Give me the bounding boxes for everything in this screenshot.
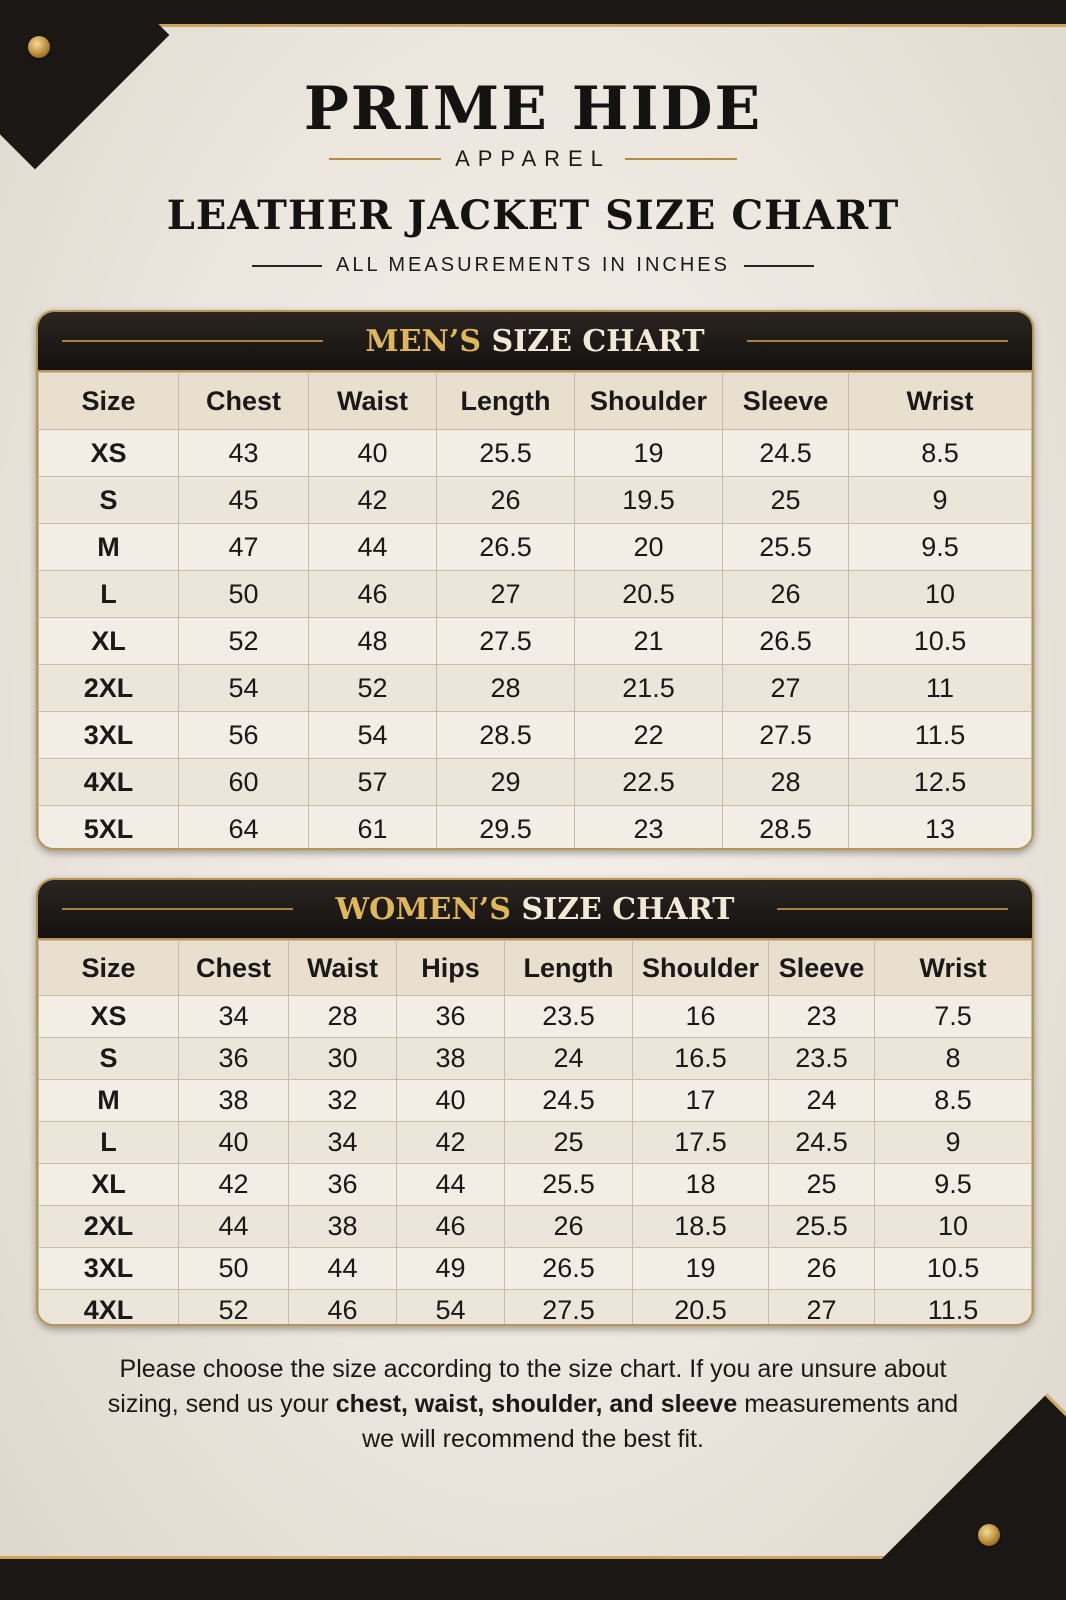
- measurement-cell: 50: [179, 571, 309, 618]
- mens-title-rest: SIZE CHART: [491, 323, 705, 359]
- column-header: Wrist: [875, 941, 1032, 996]
- table-row: [39, 759, 1032, 806]
- measurement-cell: 40: [397, 1080, 505, 1122]
- brand-tagline-row: [0, 146, 1066, 172]
- measurement-cell: 27: [769, 1290, 875, 1327]
- note-text-2: measurements and we will recommend the best fit.: [362, 1390, 959, 1453]
- rivet-icon: [28, 36, 50, 58]
- measurement-cell: 23: [769, 996, 875, 1038]
- measurement-cell: 17.5: [633, 1122, 769, 1164]
- mens-size-table: [38, 372, 1032, 850]
- measurement-cell: 54: [397, 1290, 505, 1327]
- subtitle-row: [0, 254, 1066, 277]
- column-header: Size: [39, 941, 179, 996]
- page-subtitle: ALL MEASUREMENTS IN INCHES: [336, 254, 730, 276]
- measurement-cell: 26.5: [437, 524, 575, 571]
- measurement-cell: 24.5: [723, 430, 849, 477]
- measurement-cell: 49: [397, 1248, 505, 1290]
- size-cell: XS: [39, 430, 179, 477]
- size-cell: L: [39, 1122, 179, 1164]
- measurement-cell: 42: [309, 477, 437, 524]
- measurement-cell: 64: [179, 806, 309, 851]
- measurement-cell: 16: [633, 996, 769, 1038]
- measurement-cell: 25.5: [723, 524, 849, 571]
- column-header: Sleeve: [769, 941, 875, 996]
- measurement-cell: 34: [289, 1122, 397, 1164]
- measurement-cell: 28.5: [723, 806, 849, 851]
- size-cell: XS: [39, 996, 179, 1038]
- size-cell: 3XL: [39, 712, 179, 759]
- measurement-cell: 32: [289, 1080, 397, 1122]
- measurement-cell: 40: [179, 1122, 289, 1164]
- table-header-row: [39, 373, 1032, 430]
- divider-line: [62, 908, 293, 910]
- measurement-cell: 11.5: [849, 712, 1032, 759]
- measurement-cell: 17: [633, 1080, 769, 1122]
- measurement-cell: 8.5: [875, 1080, 1032, 1122]
- measurement-cell: 34: [179, 996, 289, 1038]
- measurement-cell: 25: [769, 1164, 875, 1206]
- measurement-cell: 9: [849, 477, 1032, 524]
- divider-line: [744, 265, 814, 267]
- column-header: Hips: [397, 941, 505, 996]
- size-cell: 2XL: [39, 665, 179, 712]
- column-header: Chest: [179, 373, 309, 430]
- size-cell: 4XL: [39, 1290, 179, 1327]
- measurement-cell: 7.5: [875, 996, 1032, 1038]
- measurement-cell: 10: [849, 571, 1032, 618]
- measurement-cell: 8: [875, 1038, 1032, 1080]
- measurement-cell: 44: [289, 1248, 397, 1290]
- rivet-icon: [978, 1524, 1000, 1546]
- measurement-cell: 61: [309, 806, 437, 851]
- measurement-cell: 26.5: [723, 618, 849, 665]
- table-row: [39, 1164, 1032, 1206]
- table-row: [39, 1080, 1032, 1122]
- page-title: LEATHER JACKET SIZE CHART: [166, 192, 900, 239]
- measurement-cell: 24: [769, 1080, 875, 1122]
- measurement-cell: 18.5: [633, 1206, 769, 1248]
- womens-title-accent: WOMEN’S: [335, 891, 511, 927]
- size-cell: 5XL: [39, 806, 179, 851]
- measurement-cell: 27.5: [505, 1290, 633, 1327]
- measurement-cell: 36: [179, 1038, 289, 1080]
- measurement-cell: 20: [575, 524, 723, 571]
- size-cell: XL: [39, 618, 179, 665]
- table-row: [39, 1038, 1032, 1080]
- measurement-cell: 8.5: [849, 430, 1032, 477]
- measurement-cell: 38: [179, 1080, 289, 1122]
- measurement-cell: 21: [575, 618, 723, 665]
- measurement-cell: 56: [179, 712, 309, 759]
- measurement-cell: 22.5: [575, 759, 723, 806]
- measurement-cell: 20.5: [633, 1290, 769, 1327]
- size-cell: S: [39, 1038, 179, 1080]
- measurement-cell: 54: [309, 712, 437, 759]
- measurement-cell: 13: [849, 806, 1032, 851]
- measurement-cell: 38: [289, 1206, 397, 1248]
- table-header-row: [39, 941, 1032, 996]
- table-body: [39, 996, 1032, 1327]
- size-cell: L: [39, 571, 179, 618]
- measurement-cell: 25.5: [505, 1164, 633, 1206]
- table-row: [39, 430, 1032, 477]
- column-header: Sleeve: [723, 373, 849, 430]
- measurement-cell: 23: [575, 806, 723, 851]
- size-cell: M: [39, 524, 179, 571]
- measurement-cell: 28: [437, 665, 575, 712]
- note-text-1: Please choose the size according to the size chart. If you are unsure about sizing, send us your: [107, 1355, 947, 1418]
- brand-name: PRIME HIDE: [303, 74, 763, 144]
- measurement-cell: 20.5: [575, 571, 723, 618]
- note-bold-measurements: chest, waist, shoulder, and sleeve: [335, 1390, 738, 1418]
- measurement-cell: 54: [179, 665, 309, 712]
- divider-line: [777, 908, 1008, 910]
- table-row: [39, 1206, 1032, 1248]
- mens-size-chart-panel: [36, 310, 1034, 850]
- measurement-cell: 22: [575, 712, 723, 759]
- measurement-cell: 10.5: [849, 618, 1032, 665]
- size-cell: 2XL: [39, 1206, 179, 1248]
- table-row: [39, 524, 1032, 571]
- measurement-cell: 25: [505, 1122, 633, 1164]
- size-cell: S: [39, 477, 179, 524]
- measurement-cell: 30: [289, 1038, 397, 1080]
- measurement-cell: 19: [633, 1248, 769, 1290]
- womens-panel-header: [38, 880, 1032, 940]
- measurement-cell: 45: [179, 477, 309, 524]
- size-cell: 3XL: [39, 1248, 179, 1290]
- measurement-cell: 36: [289, 1164, 397, 1206]
- divider-line: [329, 158, 441, 160]
- measurement-cell: 11: [849, 665, 1032, 712]
- size-cell: 4XL: [39, 759, 179, 806]
- measurement-cell: 46: [397, 1206, 505, 1248]
- measurement-cell: 38: [397, 1038, 505, 1080]
- measurement-cell: 26.5: [505, 1248, 633, 1290]
- measurement-cell: 57: [309, 759, 437, 806]
- measurement-cell: 10: [875, 1206, 1032, 1248]
- divider-line: [252, 265, 322, 267]
- measurement-cell: 52: [309, 665, 437, 712]
- mens-chart-title: [365, 324, 704, 359]
- table-row: [39, 806, 1032, 851]
- column-header: Waist: [309, 373, 437, 430]
- measurement-cell: 47: [179, 524, 309, 571]
- divider-line: [625, 158, 737, 160]
- measurement-cell: 52: [179, 618, 309, 665]
- measurement-cell: 26: [437, 477, 575, 524]
- measurement-cell: 24: [505, 1038, 633, 1080]
- measurement-cell: 23.5: [505, 996, 633, 1038]
- table-row: [39, 665, 1032, 712]
- table-row: [39, 571, 1032, 618]
- brand-tagline: APPAREL: [455, 146, 611, 171]
- measurement-cell: 50: [179, 1248, 289, 1290]
- measurement-cell: 46: [309, 571, 437, 618]
- measurement-cell: 36: [397, 996, 505, 1038]
- sizing-note: [90, 1352, 976, 1457]
- measurement-cell: 28.5: [437, 712, 575, 759]
- measurement-cell: 29.5: [437, 806, 575, 851]
- measurement-cell: 60: [179, 759, 309, 806]
- measurement-cell: 9: [875, 1122, 1032, 1164]
- measurement-cell: 42: [179, 1164, 289, 1206]
- measurement-cell: 9.5: [875, 1164, 1032, 1206]
- measurement-cell: 9.5: [849, 524, 1032, 571]
- column-header: Chest: [179, 941, 289, 996]
- mens-panel-header: [38, 312, 1032, 372]
- measurement-cell: 44: [309, 524, 437, 571]
- column-header: Length: [505, 941, 633, 996]
- mens-title-accent: MEN’S: [365, 323, 482, 359]
- table-row: [39, 712, 1032, 759]
- measurement-cell: 26: [769, 1248, 875, 1290]
- measurement-cell: 12.5: [849, 759, 1032, 806]
- measurement-cell: 44: [179, 1206, 289, 1248]
- column-header: Shoulder: [633, 941, 769, 996]
- measurement-cell: 27: [723, 665, 849, 712]
- measurement-cell: 40: [309, 430, 437, 477]
- measurement-cell: 10.5: [875, 1248, 1032, 1290]
- size-cell: XL: [39, 1164, 179, 1206]
- measurement-cell: 28: [289, 996, 397, 1038]
- womens-title-rest: SIZE CHART: [521, 891, 735, 927]
- divider-line: [747, 340, 1008, 342]
- womens-chart-title: [335, 892, 734, 927]
- measurement-cell: 11.5: [875, 1290, 1032, 1327]
- table-row: [39, 1122, 1032, 1164]
- measurement-cell: 46: [289, 1290, 397, 1327]
- table-row: [39, 618, 1032, 665]
- measurement-cell: 26: [505, 1206, 633, 1248]
- column-header: Length: [437, 373, 575, 430]
- table-row: [39, 996, 1032, 1038]
- measurement-cell: 27.5: [723, 712, 849, 759]
- measurement-cell: 25.5: [769, 1206, 875, 1248]
- measurement-cell: 25.5: [437, 430, 575, 477]
- column-header: Shoulder: [575, 373, 723, 430]
- measurement-cell: 52: [179, 1290, 289, 1327]
- womens-size-table: [38, 940, 1032, 1326]
- measurement-cell: 48: [309, 618, 437, 665]
- measurement-cell: 24.5: [505, 1080, 633, 1122]
- measurement-cell: 25: [723, 477, 849, 524]
- divider-line: [62, 340, 323, 342]
- measurement-cell: 27.5: [437, 618, 575, 665]
- table-row: [39, 1290, 1032, 1327]
- measurement-cell: 21.5: [575, 665, 723, 712]
- table-body: [39, 430, 1032, 851]
- womens-size-chart-panel: [36, 878, 1034, 1326]
- measurement-cell: 28: [723, 759, 849, 806]
- measurement-cell: 27: [437, 571, 575, 618]
- measurement-cell: 42: [397, 1122, 505, 1164]
- measurement-cell: 19: [575, 430, 723, 477]
- measurement-cell: 23.5: [769, 1038, 875, 1080]
- column-header: Size: [39, 373, 179, 430]
- top-leather-border: [0, 0, 1066, 28]
- measurement-cell: 29: [437, 759, 575, 806]
- measurement-cell: 18: [633, 1164, 769, 1206]
- measurement-cell: 43: [179, 430, 309, 477]
- table-row: [39, 477, 1032, 524]
- measurement-cell: 16.5: [633, 1038, 769, 1080]
- measurement-cell: 24.5: [769, 1122, 875, 1164]
- measurement-cell: 44: [397, 1164, 505, 1206]
- measurement-cell: 19.5: [575, 477, 723, 524]
- column-header: Wrist: [849, 373, 1032, 430]
- column-header: Waist: [289, 941, 397, 996]
- table-row: [39, 1248, 1032, 1290]
- measurement-cell: 26: [723, 571, 849, 618]
- size-cell: M: [39, 1080, 179, 1122]
